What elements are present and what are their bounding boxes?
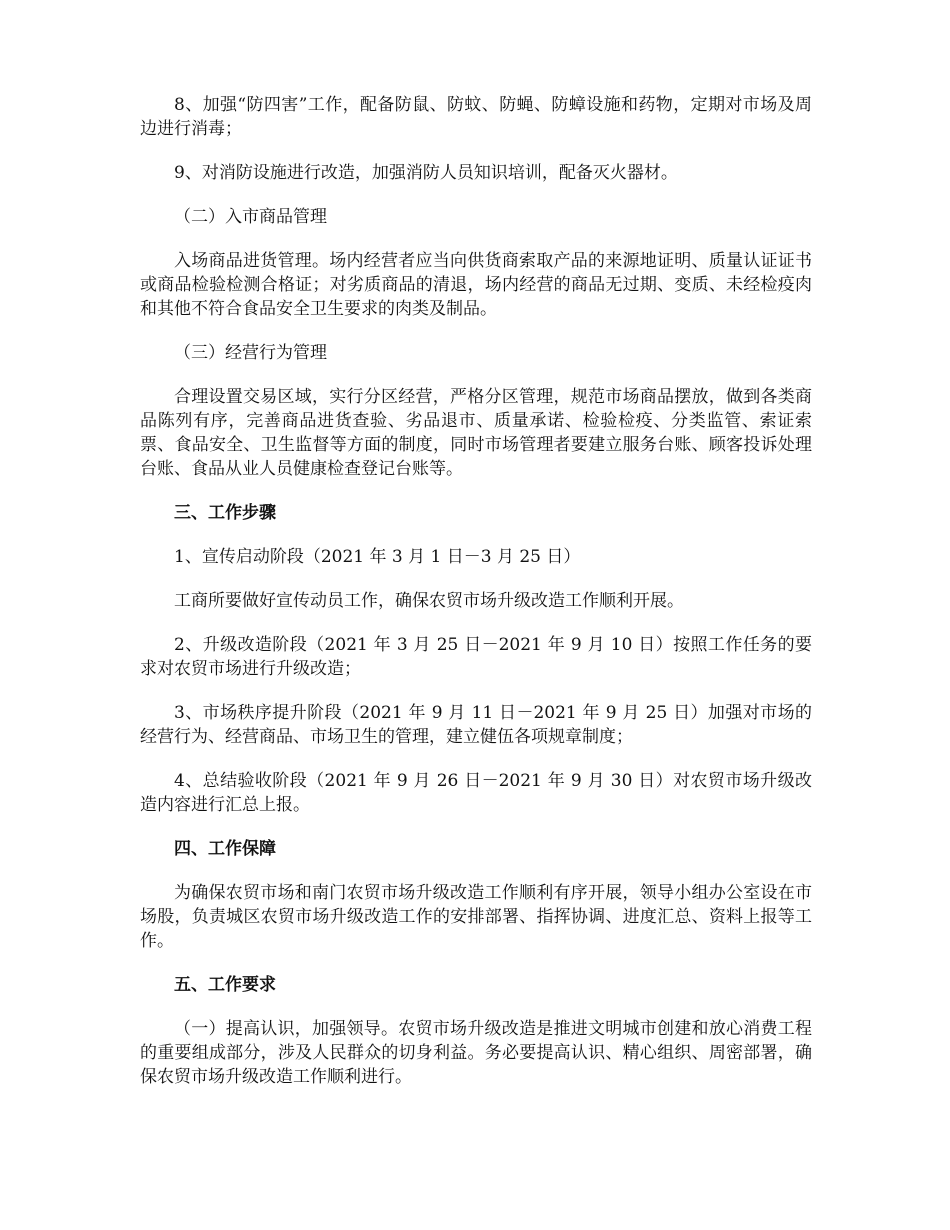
heading-work-steps: 三、工作步骤 bbox=[174, 503, 276, 523]
paragraph-step-3: 3、市场秩序提升阶段（2021 年 9 月 11 日－2021 年 9 月 25 日）加强对市场的经营行为、经营商品、市场卫生的管理，建立健伍各项规章制度； bbox=[140, 703, 812, 747]
heading-work-guarantee: 四、工作保障 bbox=[174, 839, 276, 859]
document-page bbox=[140, 93, 812, 1109]
paragraph-step-1: 1、宣传启动阶段（2021 年 3 月 1 日－3 月 25 日） bbox=[174, 547, 581, 567]
paragraph-item-8: 8、加强“防四害”工作，配备防鼠、防蚊、防蝇、防蟑设施和药物，定期对市场及周边进行消毒； bbox=[140, 95, 812, 139]
paragraph-requirement-1: （一）提高认识，加强领导。农贸市场升级改造是推进文明城市创建和放心消费工程的重要组成部分，涉及人民群众的切身利益。务必要提高认识、精心组织、周密部署，确保农贸市场升级改造工作顺利进行。 bbox=[140, 1019, 812, 1087]
subheading-commodity-management: （二）入市商品管理 bbox=[174, 207, 327, 227]
paragraph-step-2: 2、升级改造阶段（2021 年 3 月 25 日－2021 年 9 月 10 日）按照工作任务的要求对农贸市场进行升级改造； bbox=[140, 635, 812, 679]
paragraph-commodity-management: 入场商品进货管理。场内经营者应当向供货商索取产品的来源地证明、质量认证证书或商品检验检测合格证；对劣质商品的清退，场内经营的商品无过期、变质、未经检疫肉和其他不符合食品安全卫生要求的肉类及制品。 bbox=[140, 251, 812, 319]
paragraph-business-conduct: 合理设置交易区域，实行分区经营，严格分区管理，规范市场商品摆放，做到各类商品陈列有序，完善商品进货查验、劣品退市、质量承诺、检验检疫、分类监管、索证索票、食品安全、卫生监督等方面的制度，同时市场管理者要建立服务台账、顾客投诉处理台账、食品从业人员健康检查登记台账等。 bbox=[140, 387, 812, 479]
paragraph-step-1-detail: 工商所要做好宣传动员工作，确保农贸市场升级改造工作顺利开展。 bbox=[174, 591, 684, 611]
paragraph-step-4: 4、总结验收阶段（2021 年 9 月 26 日－2021 年 9 月 30 日）对农贸市场升级改造内容进行汇总上报。 bbox=[140, 771, 812, 815]
heading-work-requirements: 五、工作要求 bbox=[174, 975, 276, 995]
paragraph-work-guarantee: 为确保农贸市场和南门农贸市场升级改造工作顺利有序开展，领导小组办公室设在市场股，负责城区农贸市场升级改造工作的安排部署、指挥协调、进度汇总、资料上报等工作。 bbox=[140, 883, 812, 951]
paragraph-item-9: 9、对消防设施进行改造，加强消防人员知识培训，配备灭火器材。 bbox=[174, 163, 678, 183]
subheading-business-conduct: （三）经营行为管理 bbox=[174, 343, 327, 363]
